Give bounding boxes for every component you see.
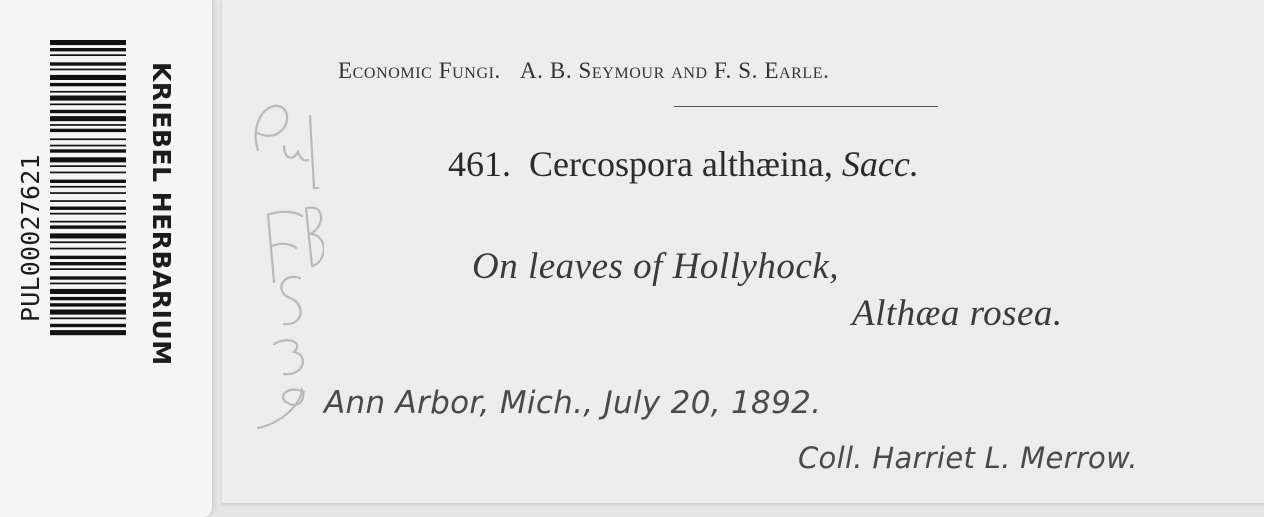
herbarium-barcode-label [0,0,213,517]
species-name: Cercospora althæina, [529,144,833,184]
editors: A. B. Seymour and F. S. Earle. [519,58,830,83]
locality-date: Ann Arbor, Mich., July 20, 1892. [324,385,822,421]
barcode [50,40,126,416]
exsiccata-number: 461. [448,144,511,184]
host-latin-name: Althæa rosea. [852,293,1063,334]
host-common-name: On leaves of Hollyhock, [472,246,839,287]
collector: Coll. Harriet L. Merrow. [798,441,1138,475]
species-author: Sacc. [841,144,919,184]
pencil-annotation-handwriting [244,92,324,432]
herbarium-name: KRIEBEL HERBARIUM [147,62,176,366]
catalog-number: PUL00027621 [16,154,45,322]
header-rule [674,106,938,107]
series-header [338,58,830,84]
series-title: Economic Fungi. [338,58,501,83]
species-line [448,143,919,185]
